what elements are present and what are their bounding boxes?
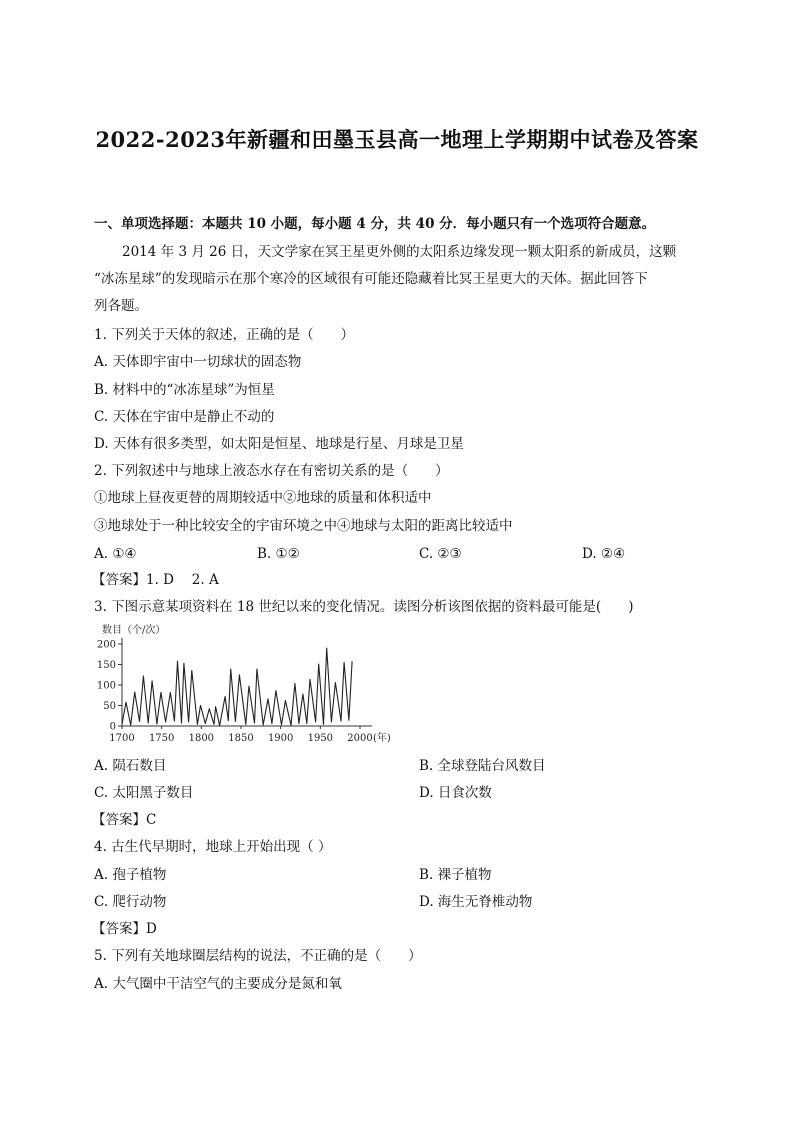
x-tick-label: 1950 [307,733,334,744]
plot-area [97,638,391,744]
q2-option-b: B. ①② [257,546,300,562]
q3-option-c: C. 太阳黑子数目 [94,785,194,801]
x-axis-unit-label: (年) [373,733,391,744]
q4-option-d: D. 海生无脊椎动物 [419,894,533,910]
passage-line-2: “冰冻星球”的发现暗示在那个寒冷的区域很有可能还隐藏着比冥王星更大的天体。据此回答下 [94,271,648,287]
x-tick-label: 1850 [228,733,254,744]
chart-y-axis-label: 数目（个/次） [102,625,166,636]
q2-option-d: D. ②④ [582,546,626,562]
q2-stem: 2. 下列叙述中与地球上液态水存在有密切关系的是（ ） [94,463,449,479]
y-tick-label: 100 [96,680,116,692]
q2-statement-line-2: ③地球处于一种比较安全的宇宙环境之中④地球与太阳的距离比较适中 [94,518,513,534]
sunspot-line-chart [96,620,406,748]
y-tick-label: 150 [96,660,116,671]
x-tick-label: 1800 [188,733,215,744]
q2-option-c: C. ②③ [419,546,462,562]
y-tick-label: 0 [109,721,116,733]
q1-option-c: C. 天体在宇宙中是静止不动的 [94,409,275,425]
q2-option-a: A. ①④ [94,546,137,562]
q1-option-d: D. 天体有很多类型，如太阳是恒星、地球是行星、月球是卫星 [94,436,464,452]
q5-option-a: A. 大气圈中干洁空气的主要成分是氮和氧 [94,976,342,992]
answer-q4: 【答案】D [92,921,157,937]
q4-option-a: A. 孢子植物 [94,867,167,883]
y-tick-label: 200 [96,639,116,651]
answer-q3: 【答案】C [92,812,157,828]
answer-q1-q2: 【答案】1. D 2. A [92,572,219,588]
series-line [122,648,352,726]
section-heading: 一、单项选择题：本题共 10 小题，每小题 4 分，共 40 分．每小题只有一个选项符合题意。 [94,216,656,232]
q1-stem: 1. 下列关于天体的叙述，正确的是（ ） [94,327,355,343]
q4-stem: 4. 古生代早期时，地球上开始出现（ ） [94,839,332,855]
q3-option-b: B. 全球登陆台风数目 [419,758,546,774]
y-tick-label: 50 [103,701,116,712]
passage-line-3: 列各题。 [94,298,148,314]
q2-statement-line-1: ①地球上昼夜更替的周期较适中②地球的质量和体积适中 [94,490,432,506]
q3-option-a: A. 陨石数目 [94,758,167,774]
q3-option-d: D. 日食次数 [419,785,492,801]
x-tick-label: 1900 [267,733,294,744]
q4-option-b: B. 裸子植物 [419,867,492,883]
q3-stem: 3. 下图示意某项资料在 18 世纪以来的变化情况。读图分析该图依据的资料最可能是( ) [94,599,634,615]
q1-option-a: A. 天体即宇宙中一切球状的固态物 [94,354,302,370]
x-tick-label: 1700 [109,733,135,744]
page-title: 2022-2023年新疆和田墨玉县高一地理上学期期中试卷及答案 [95,127,699,152]
q1-option-b: B. 材料中的“冰冻星球”为恒星 [94,382,275,398]
q4-option-c: C. 爬行动物 [94,894,167,910]
passage-line-1: 2014 年 3 月 26 日，天文学家在冥王星更外侧的太阳系边缘发现一颗太阳系的新成员，这颗 [122,244,677,260]
x-tick-label: 2000 [347,733,373,744]
q5-stem: 5. 下列有关地球圈层结构的说法，不正确的是（ ） [94,948,422,964]
x-tick-label: 1750 [148,733,175,744]
